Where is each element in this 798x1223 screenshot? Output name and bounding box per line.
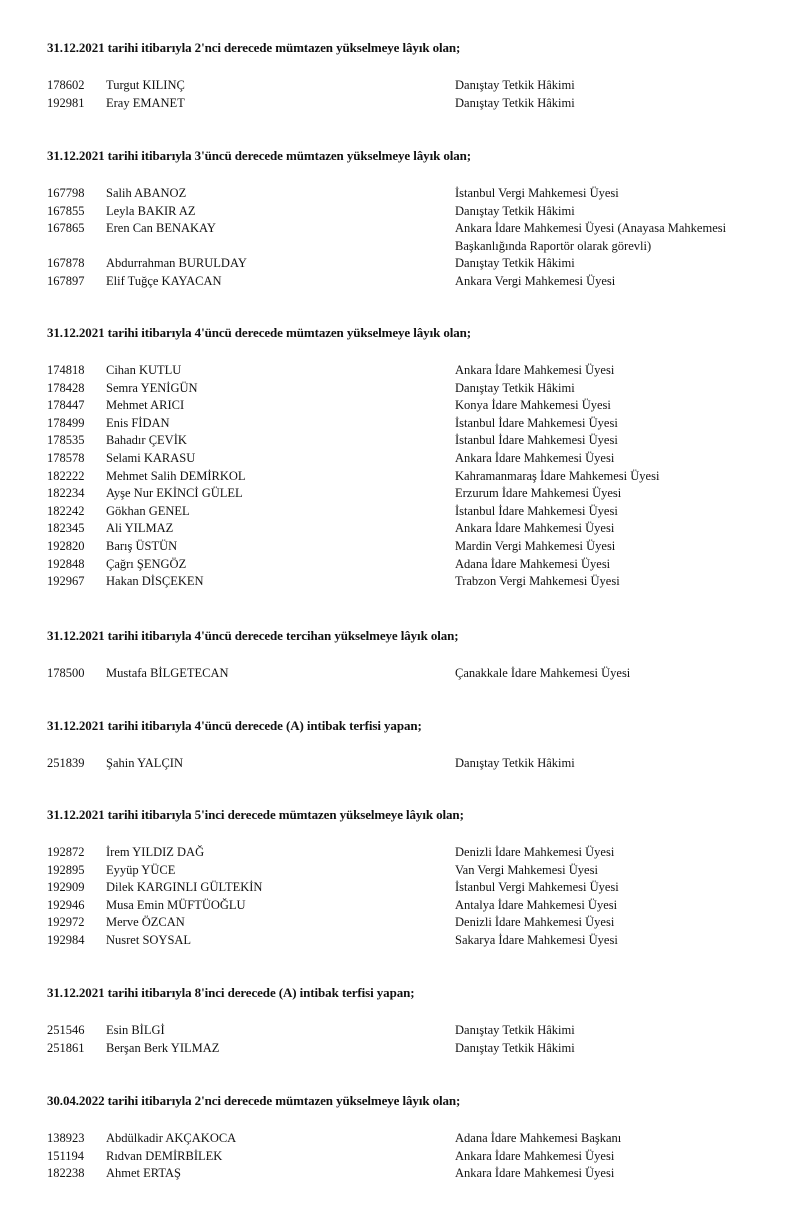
- personnel-row: [0, 203, 798, 221]
- personnel-row: [0, 1022, 798, 1040]
- office-title: Erzurum İdare Mahkemesi Üyesi: [455, 486, 622, 501]
- office-title: Ankara İdare Mahkemesi Üyesi: [455, 450, 615, 465]
- office-title: İstanbul Vergi Mahkemesi Üyesi: [455, 880, 619, 895]
- person-name: Eyyüp YÜCE: [106, 862, 176, 877]
- person-name: Rıdvan DEMİRBİLEK: [106, 1148, 223, 1163]
- person-name: Şahin YALÇIN: [106, 756, 183, 770]
- personnel-row: [0, 95, 798, 113]
- person-name: Elif Tuğçe KAYACAN: [106, 273, 222, 288]
- registry-number: 192848: [47, 556, 85, 571]
- personnel-row: [0, 879, 798, 897]
- office-title: Danıştay Tetkik Hâkimi: [455, 95, 575, 110]
- office-title: Adana İdare Mahkemesi Başkanı: [455, 1131, 622, 1145]
- registry-number: 192820: [47, 538, 85, 553]
- registry-number: 178428: [47, 380, 85, 395]
- personnel-row: [0, 520, 798, 538]
- person-name: Musa Emin MÜFTÜOĞLU: [106, 897, 246, 912]
- registry-number: 192981: [47, 95, 85, 110]
- personnel-list: [0, 1022, 798, 1057]
- person-name: Selami KARASU: [106, 450, 196, 465]
- person-name: Merve ÖZCAN: [106, 915, 185, 930]
- person-name: Salih ABANOZ: [106, 186, 187, 200]
- office-title: İstanbul İdare Mahkemesi Üyesi: [455, 433, 618, 448]
- personnel-row: [0, 432, 798, 450]
- person-name: Mehmet Salih DEMİRKOL: [106, 468, 246, 483]
- personnel-row: [0, 273, 798, 291]
- person-name: Gökhan GENEL: [106, 503, 190, 518]
- person-name: Çağrı ŞENGÖZ: [106, 556, 187, 571]
- person-name: Nusret SOYSAL: [106, 932, 192, 947]
- office-title: İstanbul İdare Mahkemesi Üyesi: [455, 415, 618, 430]
- person-name: Hakan DİSÇEKEN: [106, 574, 204, 589]
- office-title: Konya İdare Mahkemesi Üyesi: [455, 398, 611, 413]
- personnel-row: [0, 1040, 798, 1058]
- office-title: Ankara İdare Mahkemesi Üyesi: [455, 521, 615, 536]
- personnel-row: [0, 538, 798, 556]
- personnel-row: [0, 1148, 798, 1166]
- registry-number: 251546: [47, 1023, 85, 1037]
- section-title: 30.04.2022 tarihi itibarıyla 2'nci derecede mümtazen yükselmeye lâyık olan;: [47, 1093, 461, 1108]
- registry-number: 167878: [47, 256, 85, 271]
- registry-number: 178447: [47, 398, 85, 413]
- person-name: Abdurrahman BURULDAY: [106, 256, 247, 271]
- registry-number: 138923: [47, 1131, 85, 1145]
- registry-number: 167897: [47, 273, 85, 288]
- section-title: 31.12.2021 tarihi itibarıyla 2'nci derecede mümtazen yükselmeye lâyık olan;: [47, 40, 461, 55]
- personnel-list: [0, 185, 798, 291]
- section-title: 31.12.2021 tarihi itibarıyla 3'üncü derecede mümtazen yükselmeye lâyık olan;: [47, 148, 472, 163]
- registry-number: 192972: [47, 915, 85, 930]
- personnel-list: [0, 1130, 798, 1183]
- office-title: İstanbul Vergi Mahkemesi Üyesi: [455, 186, 619, 200]
- person-name: Barış ÜSTÜN: [106, 538, 178, 553]
- registry-number: 174818: [47, 363, 85, 377]
- section-title: 31.12.2021 tarihi itibarıyla 4'üncü derecede mümtazen yükselmeye lâyık olan;: [47, 325, 472, 340]
- registry-number: 192946: [47, 897, 85, 912]
- registry-number: 178602: [47, 78, 85, 92]
- personnel-list: [0, 665, 798, 683]
- registry-number: 182345: [47, 521, 85, 536]
- registry-number: 167865: [47, 221, 85, 236]
- personnel-row: [0, 485, 798, 503]
- personnel-row: [0, 932, 798, 950]
- personnel-row: [0, 914, 798, 932]
- person-name: Leyla BAKIR AZ: [106, 203, 196, 218]
- personnel-row: [0, 862, 798, 880]
- registry-number: 192984: [47, 932, 85, 947]
- office-title: Ankara İdare Mahkemesi Üyesi (Anayasa Mahkemesi Başkanlığında Raportör olarak görevli): [455, 221, 727, 253]
- person-name: Cihan KUTLU: [106, 363, 182, 377]
- personnel-row: [0, 755, 798, 773]
- personnel-row: [0, 220, 798, 255]
- registry-number: 251839: [47, 756, 85, 770]
- office-title: Antalya İdare Mahkemesi Üyesi: [455, 897, 618, 912]
- office-title: Ankara Vergi Mahkemesi Üyesi: [455, 273, 616, 288]
- office-title: İstanbul İdare Mahkemesi Üyesi: [455, 503, 618, 518]
- personnel-row: [0, 573, 798, 591]
- registry-number: 182242: [47, 503, 85, 518]
- personnel-row: [0, 1165, 798, 1183]
- person-name: Dilek KARGINLI GÜLTEKİN: [106, 880, 263, 895]
- personnel-row: [0, 380, 798, 398]
- office-title: Van Vergi Mahkemesi Üyesi: [455, 862, 598, 877]
- registry-number: 192967: [47, 574, 85, 589]
- person-name: Mustafa BİLGETECAN: [106, 666, 229, 680]
- personnel-row: [0, 397, 798, 415]
- person-name: Abdülkadir AKÇAKOCA: [106, 1131, 237, 1145]
- registry-number: 182234: [47, 486, 85, 501]
- personnel-row: [0, 665, 798, 683]
- registry-number: 192909: [47, 880, 85, 895]
- office-title: Danıştay Tetkik Hâkimi: [455, 203, 575, 218]
- person-name: Esin BİLGİ: [106, 1023, 165, 1037]
- office-title: Danıştay Tetkik Hâkimi: [455, 256, 575, 271]
- personnel-row: [0, 1130, 798, 1148]
- registry-number: 251861: [47, 1040, 85, 1055]
- registry-number: 182238: [47, 1166, 85, 1181]
- registry-number: 167855: [47, 203, 85, 218]
- personnel-row: [0, 77, 798, 95]
- office-title: Danıştay Tetkik Hâkimi: [455, 380, 575, 395]
- personnel-list: [0, 755, 798, 773]
- person-name: Ayşe Nur EKİNCİ GÜLEL: [106, 486, 243, 501]
- registry-number: 178500: [47, 666, 85, 680]
- registry-number: 178535: [47, 433, 85, 448]
- office-title: Ankara İdare Mahkemesi Üyesi: [455, 1166, 615, 1181]
- person-name: Mehmet ARICI: [106, 398, 185, 413]
- office-title: Danıştay Tetkik Hâkimi: [455, 78, 575, 92]
- office-title: Denizli İdare Mahkemesi Üyesi: [455, 845, 615, 859]
- person-name: Eren Can BENAKAY: [106, 221, 216, 236]
- registry-number: 167798: [47, 186, 85, 200]
- personnel-row: [0, 844, 798, 862]
- personnel-row: [0, 897, 798, 915]
- personnel-row: [0, 556, 798, 574]
- personnel-row: [0, 255, 798, 273]
- section-title: 31.12.2021 tarihi itibarıyla 5'inci derecede mümtazen yükselmeye lâyık olan;: [47, 807, 464, 822]
- office-title: Ankara İdare Mahkemesi Üyesi: [455, 1148, 615, 1163]
- office-title: Danıştay Tetkik Hâkimi: [455, 1023, 575, 1037]
- personnel-row: [0, 362, 798, 380]
- personnel-list: [0, 844, 798, 950]
- office-title: Danıştay Tetkik Hâkimi: [455, 1040, 575, 1055]
- person-name: Semra YENİGÜN: [106, 380, 198, 395]
- registry-number: 192872: [47, 845, 85, 859]
- office-title: Mardin Vergi Mahkemesi Üyesi: [455, 538, 616, 553]
- registry-number: 151194: [47, 1148, 85, 1163]
- office-title: Adana İdare Mahkemesi Üyesi: [455, 556, 611, 571]
- personnel-list: [0, 77, 798, 112]
- personnel-row: [0, 415, 798, 433]
- office-title: Sakarya İdare Mahkemesi Üyesi: [455, 932, 618, 947]
- registry-number: 178578: [47, 450, 85, 465]
- personnel-row: [0, 185, 798, 203]
- person-name: Enis FİDAN: [106, 415, 170, 430]
- personnel-row: [0, 450, 798, 468]
- person-name: Bahadır ÇEVİK: [106, 433, 187, 448]
- personnel-row: [0, 468, 798, 486]
- personnel-row: [0, 503, 798, 521]
- personnel-list: [0, 362, 798, 591]
- office-title: Ankara İdare Mahkemesi Üyesi: [455, 363, 615, 377]
- office-title: Danıştay Tetkik Hâkimi: [455, 756, 575, 770]
- person-name: Berşan Berk YILMAZ: [106, 1040, 220, 1055]
- person-name: Turgut KILINÇ: [106, 78, 185, 92]
- person-name: İrem YILDIZ DAĞ: [106, 845, 205, 859]
- section-title: 31.12.2021 tarihi itibarıyla 4'üncü derecede tercihan yükselmeye lâyık olan;: [47, 628, 459, 643]
- person-name: Ahmet ERTAŞ: [106, 1166, 181, 1181]
- registry-number: 192895: [47, 862, 85, 877]
- person-name: Eray EMANET: [106, 95, 185, 110]
- office-title: Kahramanmaraş İdare Mahkemesi Üyesi: [455, 468, 660, 483]
- office-title: Trabzon Vergi Mahkemesi Üyesi: [455, 574, 620, 589]
- registry-number: 178499: [47, 415, 85, 430]
- office-title: Çanakkale İdare Mahkemesi Üyesi: [455, 666, 631, 680]
- person-name: Ali YILMAZ: [106, 521, 174, 536]
- section-title: 31.12.2021 tarihi itibarıyla 8'inci derecede (A) intibak terfisi yapan;: [47, 985, 415, 1000]
- section-title: 31.12.2021 tarihi itibarıyla 4'üncü derecede (A) intibak terfisi yapan;: [47, 718, 422, 733]
- registry-number: 182222: [47, 468, 85, 483]
- office-title: Denizli İdare Mahkemesi Üyesi: [455, 915, 615, 930]
